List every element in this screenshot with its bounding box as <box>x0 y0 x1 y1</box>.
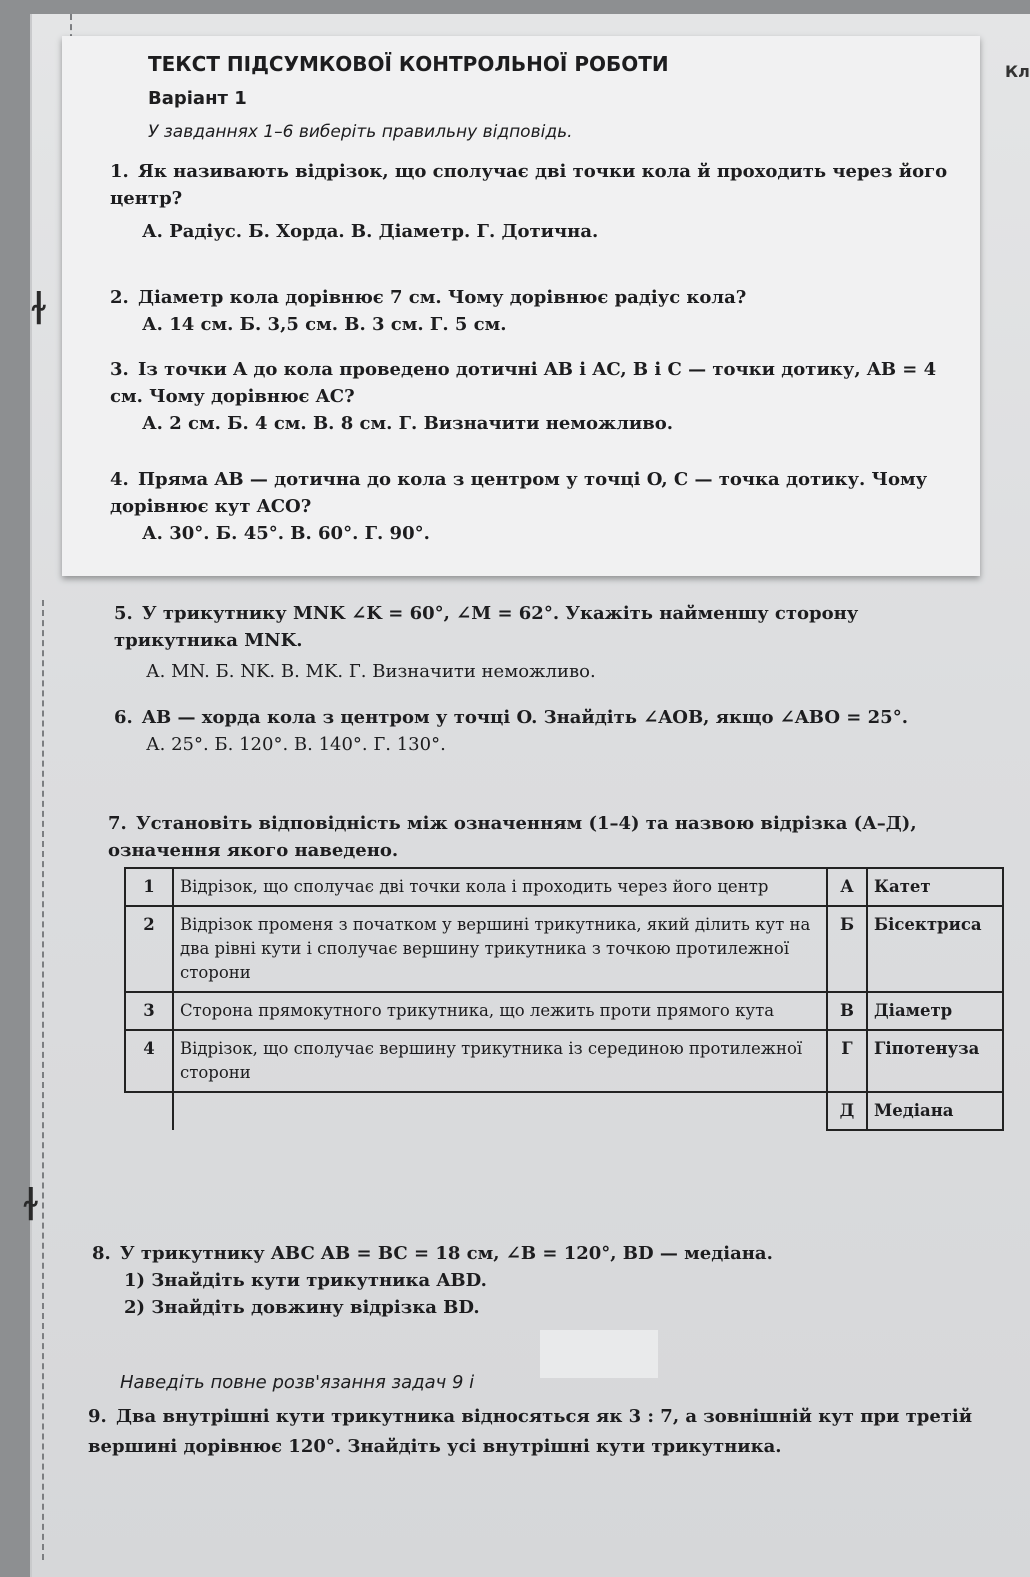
question-2 <box>110 284 970 338</box>
question-number: 6. <box>114 707 133 728</box>
answer-options: А. MN. Б. NK. В. MK. Г. Визначити неможливо. <box>146 661 596 682</box>
term-cell: Медіана <box>867 1092 1003 1130</box>
question-4 <box>110 466 970 547</box>
row-number: 3 <box>125 992 173 1030</box>
question-text: Установіть відповідність між означенням (1–4) та назвою відрізка (А–Д), означення якого наведено. <box>108 813 917 861</box>
answer-options: А. Радіус. Б. Хорда. В. Діаметр. Г. Дотична. <box>142 221 599 242</box>
term-cell: Бісектриса <box>867 906 1003 992</box>
definition-cell: Сторона прямокутного трикутника, що лежить проти прямого кута <box>173 992 827 1030</box>
table-row <box>125 868 1003 906</box>
question-part: 1) Знайдіть кути трикутника ABD. <box>124 1270 487 1291</box>
term-cell: Гіпотенуза <box>867 1030 1003 1092</box>
definition-cell: Відрізок променя з початком у вершині трикутника, який ділить кут на два рівні кути і сполучає вершину трикутника з точкою протилежної сторони <box>173 906 827 992</box>
section-subheading: Наведіть повне розв'язання задач 9 і <box>120 1372 475 1393</box>
question-part: 2) Знайдіть довжину відрізка BD. <box>124 1297 480 1318</box>
row-number: 4 <box>125 1030 173 1092</box>
question-text: Два внутрішні кути трикутника відносяться як 3 : 7, а зовнішній кут при третій вершині дорівнює 120°. Знайдіть усі внутрішні кути трикутника. <box>88 1406 973 1457</box>
table-row <box>125 906 1003 992</box>
definition-cell <box>173 1092 827 1130</box>
question-text: Як називають відрізок, що сполучає дві точки кола й проходить через його центр? <box>110 161 948 209</box>
question-number: 4. <box>110 469 129 490</box>
question-8 <box>92 1240 992 1321</box>
term-cell: Катет <box>867 868 1003 906</box>
question-1 <box>110 158 970 245</box>
letter-cell: Д <box>827 1092 867 1130</box>
question-9 <box>88 1402 1008 1462</box>
pen-mark-icon: ɫ <box>30 284 48 335</box>
answer-options: А. 25°. Б. 120°. В. 140°. Г. 130°. <box>146 734 446 755</box>
cut-line <box>42 600 44 1560</box>
side-mark: Кл <box>1005 62 1030 81</box>
term-cell: Діаметр <box>867 992 1003 1030</box>
pen-mark-icon: ɫ <box>22 1180 40 1231</box>
table-row <box>125 992 1003 1030</box>
letter-cell: В <box>827 992 867 1030</box>
answer-options: А. 2 см. Б. 4 см. В. 8 см. Г. Визначити неможливо. <box>142 413 674 434</box>
question-7 <box>108 810 998 864</box>
question-number: 5. <box>114 603 133 624</box>
answer-options: А. 14 см. Б. 3,5 см. В. 3 см. Г. 5 см. <box>142 314 507 335</box>
question-number: 3. <box>110 359 129 380</box>
matching-table <box>124 867 1004 1131</box>
question-text: У трикутнику MNK ∠K = 60°, ∠M = 62°. Укажіть найменшу сторону трикутника MNK. <box>114 603 859 651</box>
letter-cell: Г <box>827 1030 867 1092</box>
variant-label: Варіант 1 <box>148 88 247 109</box>
question-number: 7. <box>108 813 127 834</box>
letter-cell: А <box>827 868 867 906</box>
row-number <box>125 1092 173 1130</box>
question-text: Із точки A до кола проведено дотичні AB і AC, B і C — точки дотику, AB = 4 см. Чому дорівнює AC? <box>110 359 937 407</box>
row-number: 2 <box>125 906 173 992</box>
question-number: 9. <box>88 1406 107 1427</box>
question-3 <box>110 356 970 437</box>
question-6 <box>114 704 984 758</box>
definition-cell: Відрізок, що сполучає дві точки кола і проходить через його центр <box>173 868 827 906</box>
question-5 <box>114 600 984 685</box>
letter-cell: Б <box>827 906 867 992</box>
row-number: 1 <box>125 868 173 906</box>
instruction-text: У завданнях 1–6 виберіть правильну відповідь. <box>148 122 573 142</box>
definition-cell: Відрізок, що сполучає вершину трикутника із серединою протилежної сторони <box>173 1030 827 1092</box>
page-title: ТЕКСТ ПІДСУМКОВОЇ КОНТРОЛЬНОЇ РОБОТИ <box>148 52 669 76</box>
paper-patch <box>540 1330 658 1378</box>
answer-options: А. 30°. Б. 45°. В. 60°. Г. 90°. <box>142 523 430 544</box>
question-text: Діаметр кола дорівнює 7 см. Чому дорівнює радіус кола? <box>138 287 747 308</box>
question-text: Пряма AB — дотична до кола з центром у точці O, C — точка дотику. Чому дорівнює кут ACO? <box>110 469 928 517</box>
question-number: 1. <box>110 161 129 182</box>
table-row <box>125 1030 1003 1092</box>
table-row <box>125 1092 1003 1130</box>
question-number: 2. <box>110 287 129 308</box>
question-text: AB — хорда кола з центром у точці O. Знайдіть ∠AOB, якщо ∠ABO = 25°. <box>142 707 908 728</box>
question-number: 8. <box>92 1243 111 1264</box>
question-text: У трикутнику ABC AB = BC = 18 см, ∠B = 120°, BD — медіана. <box>120 1243 773 1264</box>
